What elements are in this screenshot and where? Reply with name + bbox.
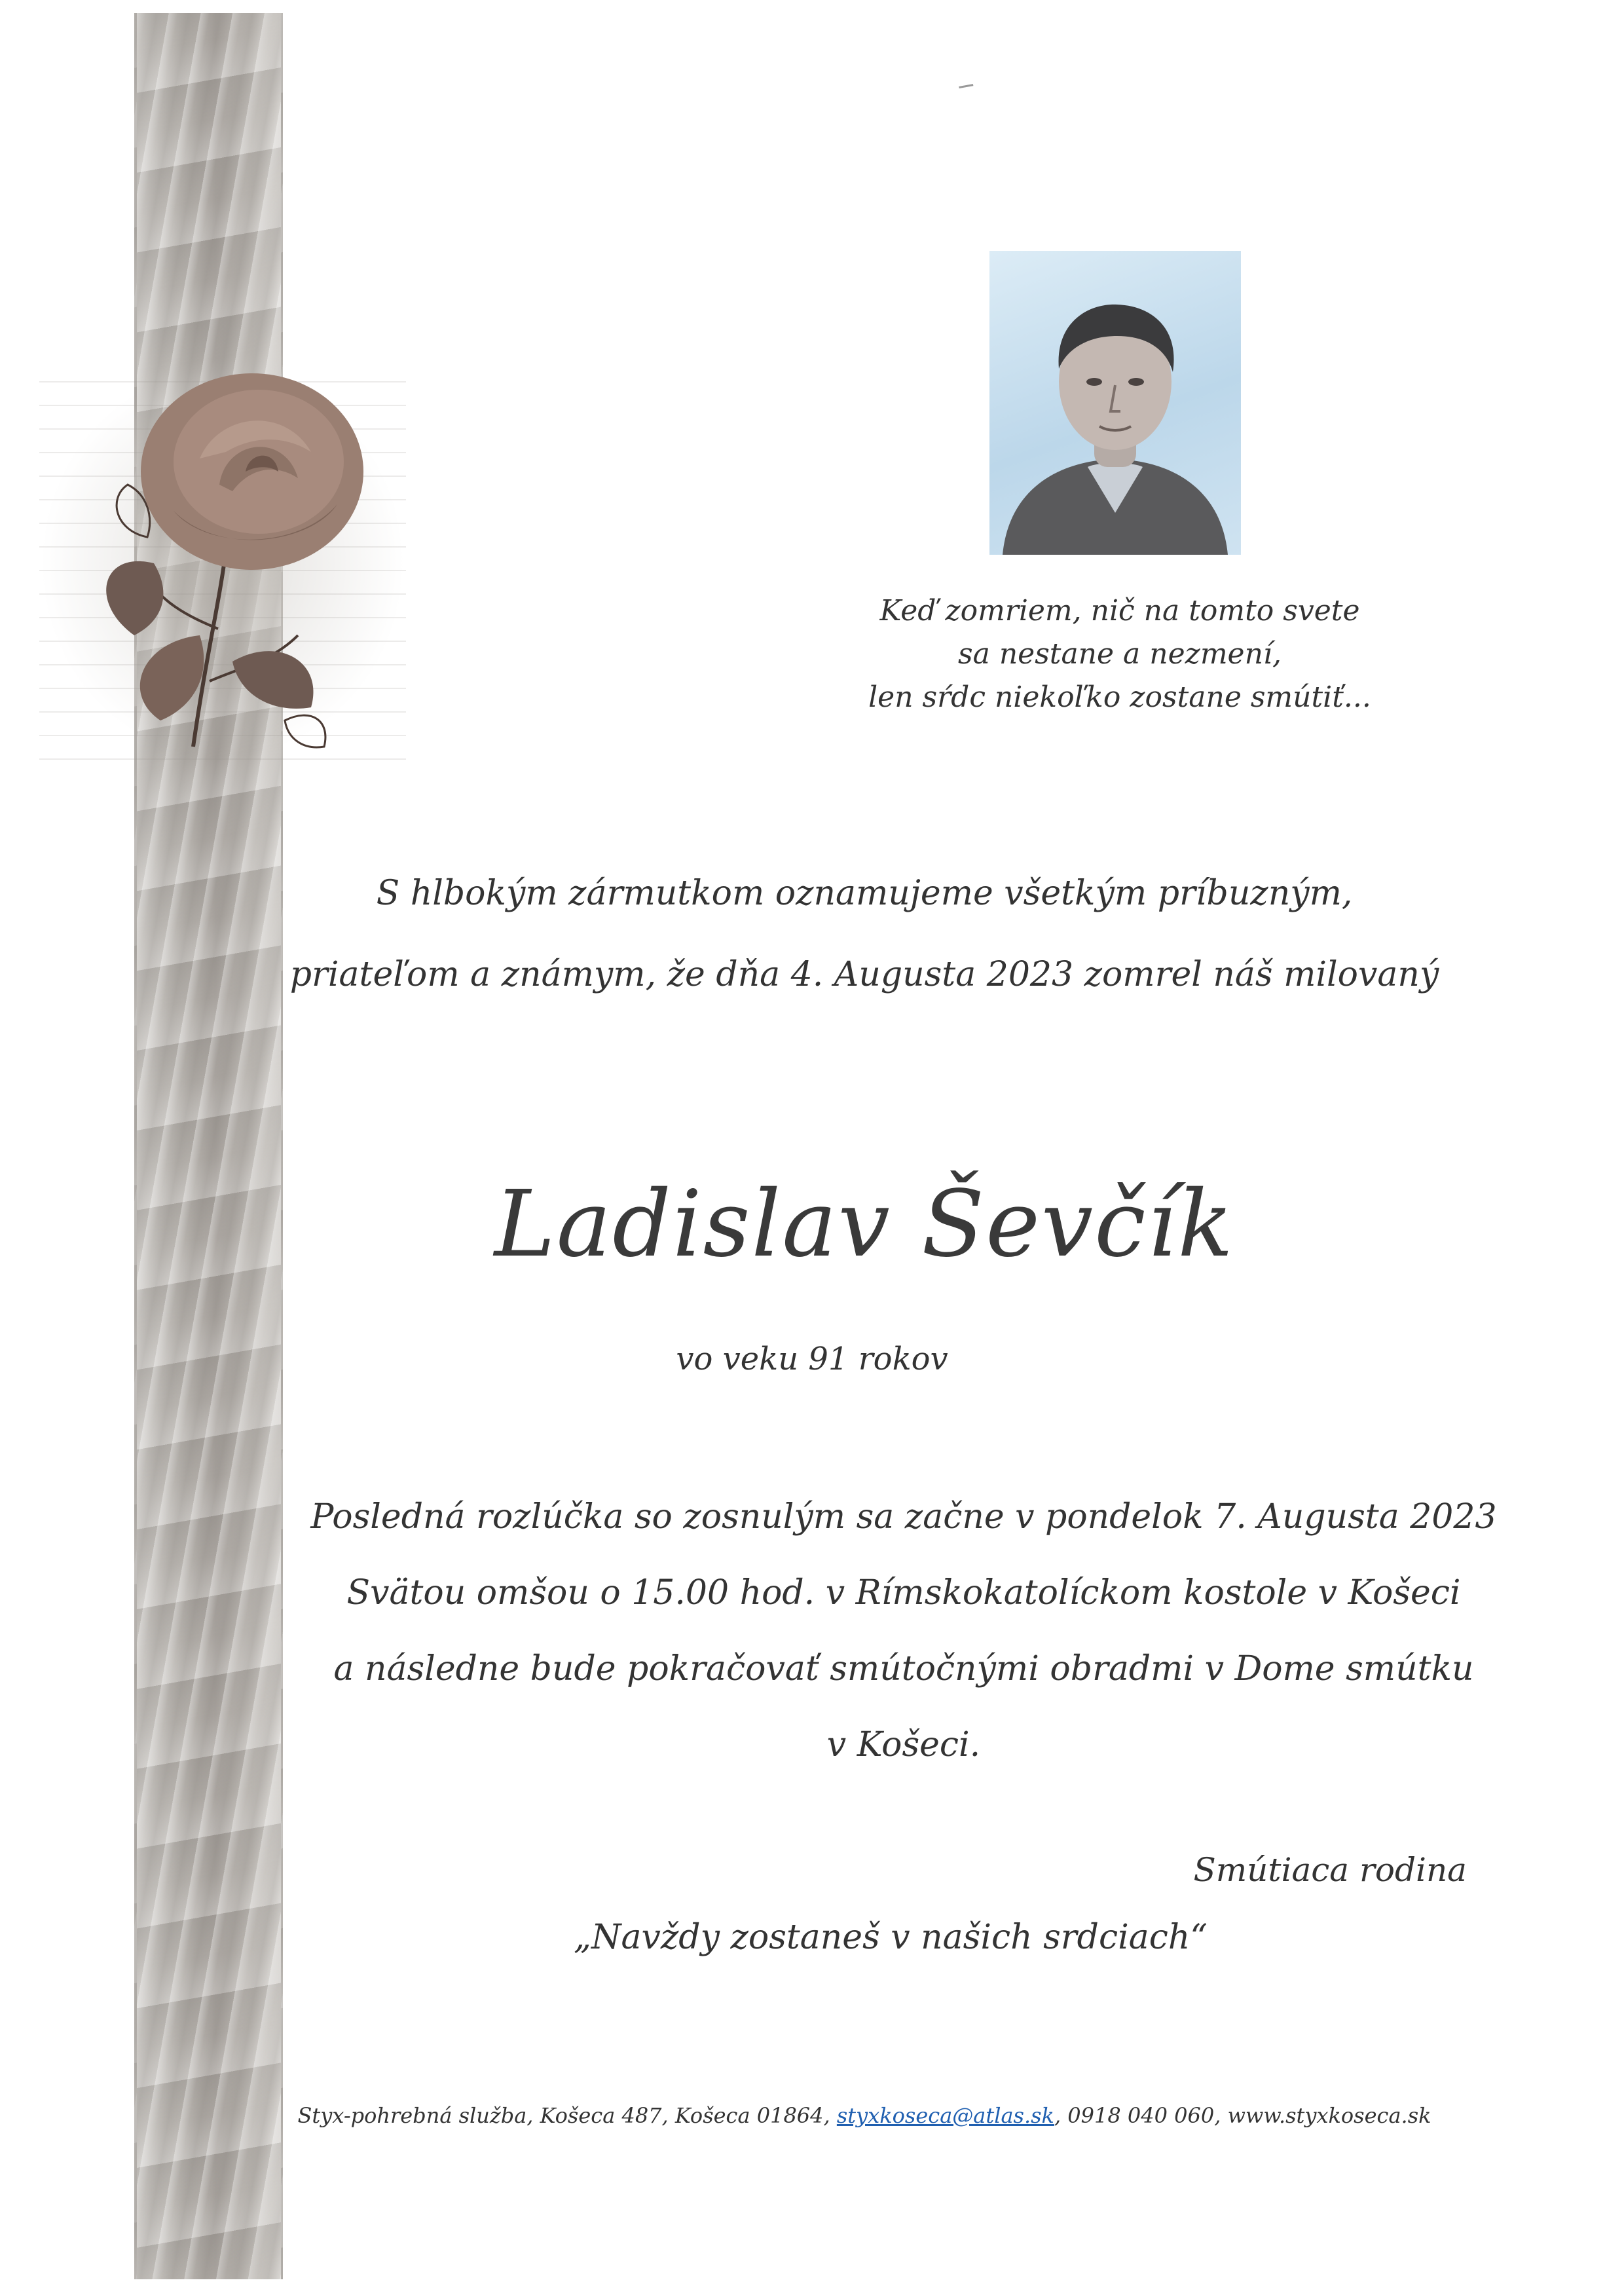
scan-mark <box>959 84 974 94</box>
poem-line: len sŕdc niekoľko zostane smútiť... <box>868 681 1371 714</box>
announcement-line: priateľom a známym, že dňa 4. Augusta 2023 zomrel náš milovaný <box>289 955 1439 994</box>
funeral-line: Svätou omšou o 15.00 hod. v Rímskokatolíckom kostole v Košeci <box>346 1573 1461 1613</box>
funeral-details <box>288 1479 1519 1783</box>
deceased-name: Ladislav Ševčík <box>494 1171 1235 1278</box>
footer-contact: , 0918 040 060, www.styxkoseca.sk <box>1054 2103 1431 2128</box>
footer-email-link[interactable]: styxkoseca@atlas.sk <box>836 2103 1054 2128</box>
poem-line: Keď zomriem, nič na tomto svete <box>879 594 1360 627</box>
portrait-silhouette <box>989 251 1241 555</box>
death-announcement <box>249 853 1480 1015</box>
footer-company: Styx-pohrebná služba, Košeca 487, Košeca 01864, <box>297 2103 837 2128</box>
funeral-service-footer <box>288 2099 1441 2132</box>
announcement-line: S hlbokým zármutkom oznamujeme všetkým príbuzným, <box>376 874 1353 913</box>
deceased-age: vo veku 91 rokov <box>676 1341 948 1377</box>
poem-line: sa nestane a nezmení, <box>958 637 1282 671</box>
portrait-photo <box>989 251 1241 555</box>
funeral-line: Posledná rozlúčka so zosnulým sa začne v pondelok 7. Augusta 2023 <box>310 1497 1497 1537</box>
closing-quote: „Navždy zostaneš v našich srdciach“ <box>574 1918 1208 1957</box>
memorial-poem <box>805 589 1434 719</box>
funeral-line: a následne bude pokračovať smútočnými obradmi v Dome smútku <box>333 1649 1474 1689</box>
family-signature: Smútiaca rodina <box>1193 1851 1467 1889</box>
funeral-line: v Košeci. <box>826 1725 981 1764</box>
rose-icon <box>62 354 403 773</box>
decorative-marble-strip <box>134 13 283 2279</box>
